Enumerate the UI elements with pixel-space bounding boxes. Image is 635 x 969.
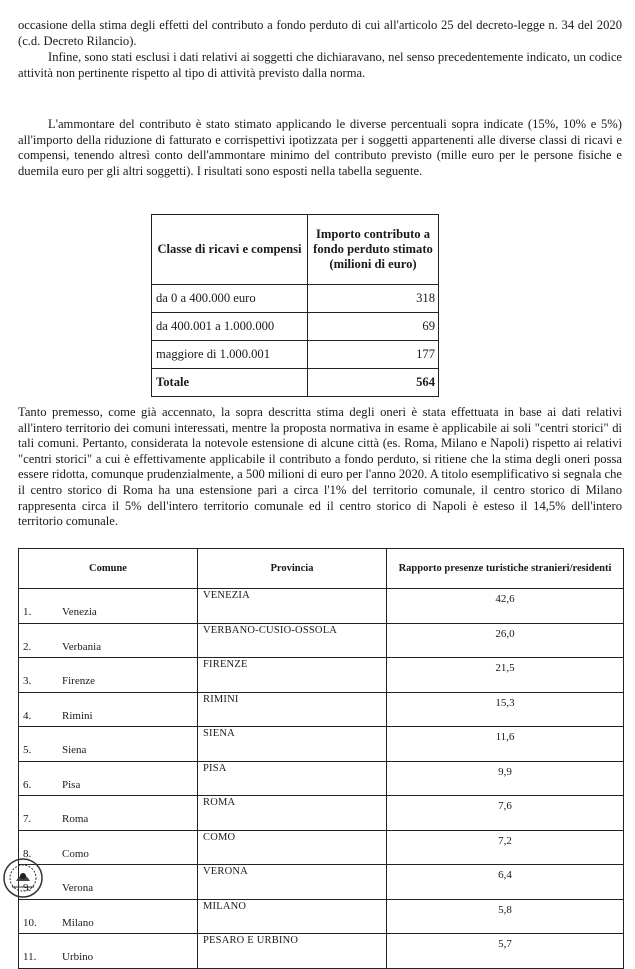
- comune-wrapper: [19, 833, 197, 862]
- contributo-table: [151, 214, 439, 397]
- comune-name: Como: [62, 847, 89, 860]
- cell-rapporto: 15,3: [387, 692, 624, 727]
- table-row: [19, 761, 624, 796]
- cell-rapporto: 5,7: [387, 934, 624, 969]
- row-number: 4.: [23, 709, 32, 722]
- comune-name: Milano: [62, 916, 94, 929]
- table-row: [19, 658, 624, 693]
- table-row: [19, 623, 624, 658]
- cell-provincia: COMO: [198, 830, 387, 865]
- table-row: [19, 727, 624, 762]
- comune-name: Roma: [62, 813, 89, 826]
- cell-comune: [19, 796, 198, 831]
- cell-rapporto: 11,6: [387, 727, 624, 762]
- comune-name: Rimini: [62, 709, 93, 722]
- cell-rapporto: 7,6: [387, 796, 624, 831]
- row-number: 9.: [23, 882, 32, 895]
- row-number: 10.: [23, 916, 37, 929]
- row-number: 3.: [23, 675, 32, 688]
- cell-rapporto: 42,6: [387, 589, 624, 624]
- table-row: [19, 830, 624, 865]
- comune-wrapper: [19, 660, 197, 689]
- cell-provincia: PISA: [198, 761, 387, 796]
- cell-rapporto: 6,4: [387, 865, 624, 900]
- cell-importo: 69: [308, 313, 439, 341]
- cell-comune: [19, 692, 198, 727]
- comune-wrapper: [19, 902, 197, 931]
- cell-rapporto: 7,2: [387, 830, 624, 865]
- row-number: 6.: [23, 778, 32, 791]
- total-label: Totale: [152, 369, 308, 397]
- comune-name: Urbino: [62, 951, 94, 964]
- comune-name: Venezia: [62, 606, 97, 619]
- comune-wrapper: [19, 591, 197, 620]
- table-row: [19, 865, 624, 900]
- comune-wrapper: [19, 936, 197, 965]
- header-comune: Comune: [19, 549, 198, 589]
- table-row: [19, 796, 624, 831]
- comune-name: Siena: [62, 744, 87, 757]
- cell-provincia: VERONA: [198, 865, 387, 900]
- comune-name: Pisa: [62, 778, 81, 791]
- header-importo: Importo contributo a fondo perduto stimato (milioni di euro): [308, 215, 439, 285]
- row-number: 2.: [23, 640, 32, 653]
- cell-comune: [19, 623, 198, 658]
- cell-comune: [19, 899, 198, 934]
- cell-importo: 318: [308, 285, 439, 313]
- comune-wrapper: [19, 764, 197, 793]
- cell-comune: [19, 934, 198, 969]
- official-seal-icon: [2, 857, 44, 899]
- cell-provincia: VENEZIA: [198, 589, 387, 624]
- cell-classe: da 400.001 a 1.000.000: [152, 313, 308, 341]
- table-row: [152, 341, 439, 369]
- header-rapporto: Rapporto presenze turistiche stranieri/residenti: [387, 549, 624, 589]
- table-row: [19, 934, 624, 969]
- cell-provincia: FIRENZE: [198, 658, 387, 693]
- comune-name: Verona: [62, 882, 94, 895]
- comuni-table: [18, 548, 624, 969]
- cell-comune: [19, 658, 198, 693]
- cell-comune: [19, 761, 198, 796]
- header-provincia: Provincia: [198, 549, 387, 589]
- comune-wrapper: [19, 867, 197, 896]
- cell-classe: da 0 a 400.000 euro: [152, 285, 308, 313]
- cell-provincia: MILANO: [198, 899, 387, 934]
- comune-wrapper: [19, 626, 197, 655]
- comuni-table-header: [19, 549, 624, 589]
- cell-comune: [19, 727, 198, 762]
- cell-provincia: PESARO E URBINO: [198, 934, 387, 969]
- cell-classe: maggiore di 1.000.001: [152, 341, 308, 369]
- table-row: [152, 285, 439, 313]
- row-number: 5.: [23, 744, 32, 757]
- paragraph-decreto-rilancio: occasione della stima degli effetti del contributo a fondo perduto di cui all'articolo 25 del decreto-legge n. 34 del 2020 (c.d. Decreto Rilancio).: [18, 18, 622, 48]
- row-number: 1.: [23, 606, 32, 619]
- table-row: [19, 589, 624, 624]
- table-row: [19, 899, 624, 934]
- total-value: 564: [308, 369, 439, 397]
- paragraph-esclusioni: Infine, sono stati esclusi i dati relativi ai soggetti che dichiaravano, nel senso precedentemente indicato, un codice attività non pertinente rispetto al tipo di attività previsto dalla norma.: [18, 50, 622, 80]
- cell-comune: [19, 865, 198, 900]
- total-row: [152, 369, 439, 397]
- comune-name: Verbania: [62, 640, 102, 653]
- row-number: 11.: [23, 951, 37, 964]
- table-row: [19, 692, 624, 727]
- cell-rapporto: 5,8: [387, 899, 624, 934]
- comune-wrapper: [19, 695, 197, 724]
- header-classe: Classe di ricavi e compensi: [152, 215, 308, 285]
- comune-wrapper: [19, 729, 197, 758]
- cell-rapporto: 26,0: [387, 623, 624, 658]
- contributo-table-header: [152, 215, 439, 285]
- row-number: 8.: [23, 847, 32, 860]
- row-number: 7.: [23, 813, 32, 826]
- comune-name: Firenze: [62, 675, 95, 688]
- cell-provincia: VERBANO-CUSIO-OSSOLA: [198, 623, 387, 658]
- cell-importo: 177: [308, 341, 439, 369]
- cell-rapporto: 9,9: [387, 761, 624, 796]
- cell-provincia: ROMA: [198, 796, 387, 831]
- cell-comune: [19, 589, 198, 624]
- cell-provincia: RIMINI: [198, 692, 387, 727]
- paragraph-ammontare: L'ammontare del contributo è stato stimato applicando le diverse percentuali sopra indicate (15%, 10% e 5%) all'importo della riduzione di fatturato e corrispettivi ipotizzata per i soggetti appartenenti alle diverse classi di ricavi e compensi, tenendo altresì conto dell'ammontare minimo del contributo previsto (mille euro per le persone fisiche e duemila euro per gli altri soggetti). I risultati sono esposti nella tabella seguente.: [18, 117, 622, 178]
- table-row: [152, 313, 439, 341]
- paragraph-centri-storici: Tanto premesso, come già accennato, la sopra descritta stima degli oneri è stata effettuata in base ai dati relativi all'intero territorio dei comuni interessati, mentre la proposta normativa in esame è applicabile ai soli "centri storici" di tali comuni. Pertanto, considerata la notevole estensione di alcune città (es. Roma, Milano e Napoli) rispetto ai relativi "centri storici" a cui è effettivamente applicabile il contributo a fondo perduto, si ritiene che la stima degli oneri possa essere ridotta, comunque prudenzialmente, a 500 milioni di euro per l'anno 2020. A titolo esemplificativo si segnala che il centro storico di Roma ha una estensione pari a circa l'1% del territorio comunale, il centro storico di Milano rappresenta circa il 5% dell'intero territorio comunale ed il centro storico di Napoli è esteso il 14,5% dell'intero territorio comunale.: [18, 405, 622, 529]
- cell-comune: [19, 830, 198, 865]
- cell-provincia: SIENA: [198, 727, 387, 762]
- comune-wrapper: [19, 798, 197, 827]
- cell-rapporto: 21,5: [387, 658, 624, 693]
